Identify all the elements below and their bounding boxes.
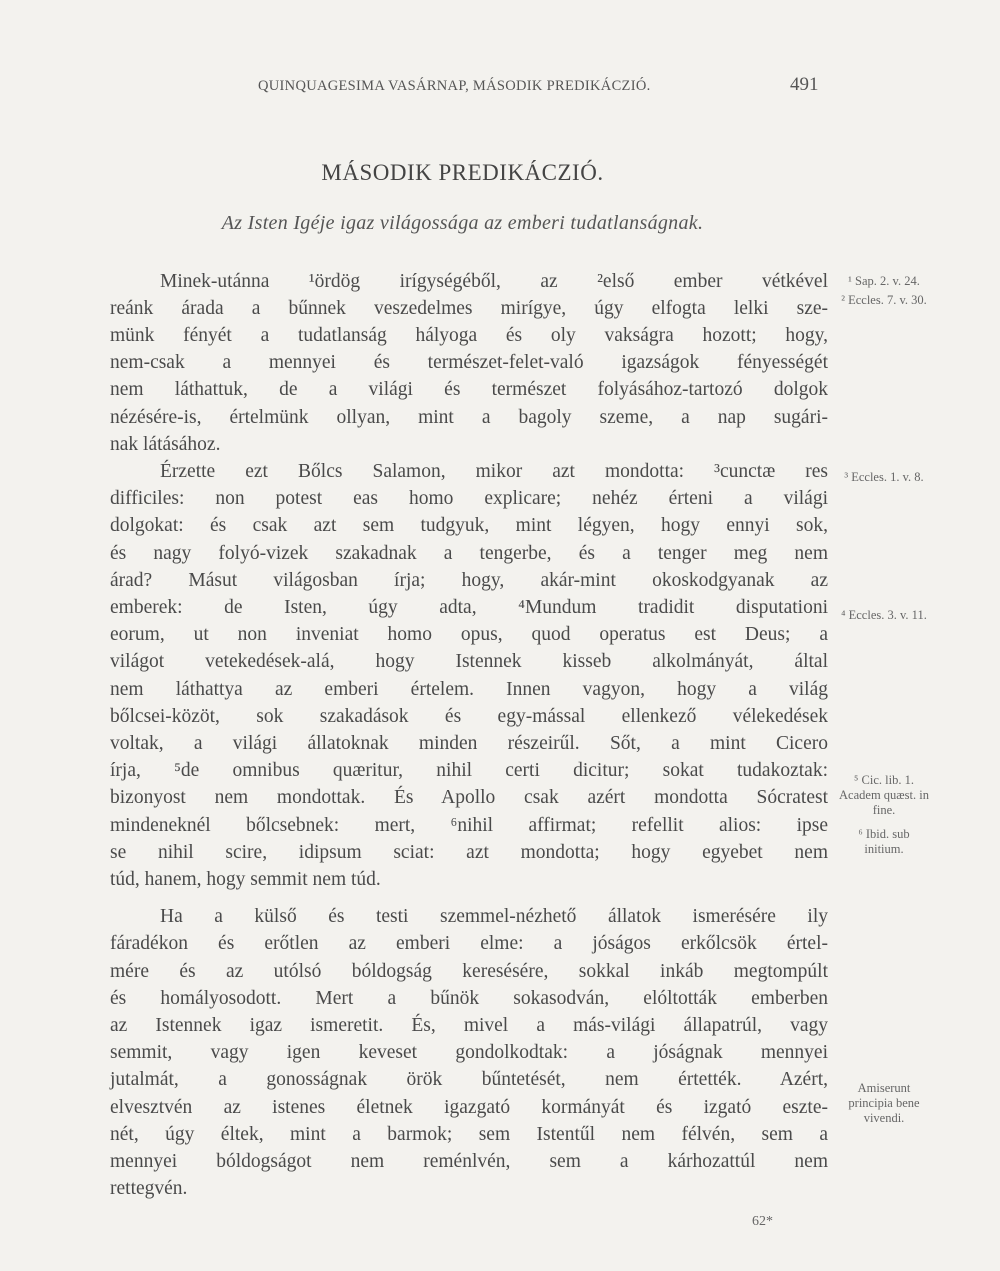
text-line: voltak, a világi állatoknak minden részeirűl. Sőt, a mint Cicero <box>110 733 828 754</box>
text-line: rettegvén. <box>110 1178 188 1199</box>
text-line: mindeneknél bőlcsebnek: mert, ⁶nihil affirmat; refellit alios: ipse <box>110 815 828 836</box>
text-line: dolgokat: és csak azt sem tudgyuk, mint légyen, hogy ennyi sok, <box>110 515 828 536</box>
margin-note: Amiserunt principia bene vivendi. <box>848 1081 920 1125</box>
text-line: és nagy folyó-vizek szakadnak a tengerbe, és a tenger meg nem <box>110 543 828 564</box>
text-line: az Istennek igaz ismeretit. És, mivel a más-világi állapatrúl, vagy <box>110 1015 828 1036</box>
text-line: árad? Másut világosban írja; hogy, akár-mint okoskodgyanak az <box>110 570 828 591</box>
text-line: túd, hanem, hogy semmit nem túd. <box>110 869 381 890</box>
sermon-subtitle: Az Isten Igéje igaz világossága az emberi tudatlanságnak. <box>221 212 704 234</box>
text-line: eorum, ut non inveniat homo opus, quod operatus est Deus; a <box>110 624 828 645</box>
text-line: jutalmát, a gonosságnak örök bűntetését, nem értették. Azért, <box>110 1069 828 1090</box>
margin-note: ⁶ Ibid. sub initium. <box>858 827 910 856</box>
text-line: nem láthattya az emberi értelem. Innen vagyon, hogy a világ <box>110 679 828 700</box>
text-line: nézésére-is, értelmünk ollyan, mint a bagoly szeme, a nap sugári- <box>110 407 828 428</box>
text-line: írja, ⁵de omnibus quæritur, nihil certi dicitur; sokat tudakoztak: <box>110 760 828 781</box>
margin-note: ² Eccles. 7. v. 30. <box>841 293 927 307</box>
text-line: és homályosodott. Mert a bűnök sokasodván, elóltották emberben <box>110 988 828 1009</box>
text-line: Érzette ezt Bőlcs Salamon, mikor azt mondotta: ³cunctæ res <box>160 461 828 482</box>
text-line: nem láthattuk, de a világi és természet folyásához-tartozó dolgok <box>110 379 828 400</box>
text-line: reánk árada a bűnnek veszedelmes mirígye, úgy elfogta lelki sze- <box>110 298 828 319</box>
text-line: elvesztvén az istenes életnek igazgató kormányát és izgató eszte- <box>110 1097 828 1118</box>
text-line: emberek: de Isten, úgy adta, ⁴Mundum tradidit disputationi <box>110 597 828 618</box>
text-line: münk fényét a tudatlanság hályoga és oly vakságra hozott; hogy, <box>110 325 828 346</box>
page-number: 491 <box>790 74 819 95</box>
text-line: Ha a külső és testi szemmel-nézhető állatok ismerésére ily <box>160 906 828 927</box>
text-line: nem-csak a mennyei és természet-felet-való igazságok fényességét <box>110 352 828 373</box>
text-line: világot vetekedések-alá, hogy Istennek kisseb alkolmányát, által <box>110 651 828 672</box>
text-line: nak látásához. <box>110 434 221 455</box>
text-line: mennyei bóldogságot nem reménlvén, sem a kárhozattúl nem <box>110 1151 828 1172</box>
text-line: mére és az utólsó bóldogság keresésére, sokkal inkáb megtompúlt <box>110 961 828 982</box>
margin-note: ³ Eccles. 1. v. 8. <box>844 470 924 484</box>
text-line: difficiles: non potest eas homo explicare; nehéz érteni a világi <box>110 488 828 509</box>
margin-note: ⁴ Eccles. 3. v. 11. <box>841 608 927 622</box>
text-line: Minek-utánna ¹ördög irígységéből, az ²első ember vétkével <box>160 271 828 292</box>
text-line: fáradékon és erőtlen az emberi elme: a jóságos erkőlcsök értel- <box>110 933 828 954</box>
margin-note: ⁵ Cic. lib. 1. Academ quæst. in fine. <box>839 773 929 817</box>
signature-mark: 62* <box>752 1214 773 1229</box>
text-line: semmit, vagy igen keveset gondolkodtak: a jóságnak mennyei <box>110 1042 828 1063</box>
margin-note: ¹ Sap. 2. v. 24. <box>848 274 920 288</box>
text-line: bőlcsei-közöt, sok szakadások és egy-mással ellenkező vélekedések <box>110 706 828 727</box>
text-line: se nihil scire, idipsum sciat: azt mondotta; hogy egyebet nem <box>110 842 828 863</box>
sermon-title: MÁSODIK PREDIKÁCZIÓ. <box>321 160 604 185</box>
text-line: bizonyost nem mondottak. És Apollo csak azért mondotta Sócratest <box>110 787 828 808</box>
text-line: nét, úgy éltek, mint a barmok; sem Istentűl nem félvén, sem a <box>110 1124 828 1145</box>
running-head: QUINQUAGESIMA VASÁRNAP, MÁSODIK PREDIKÁCZIÓ. <box>258 78 651 94</box>
